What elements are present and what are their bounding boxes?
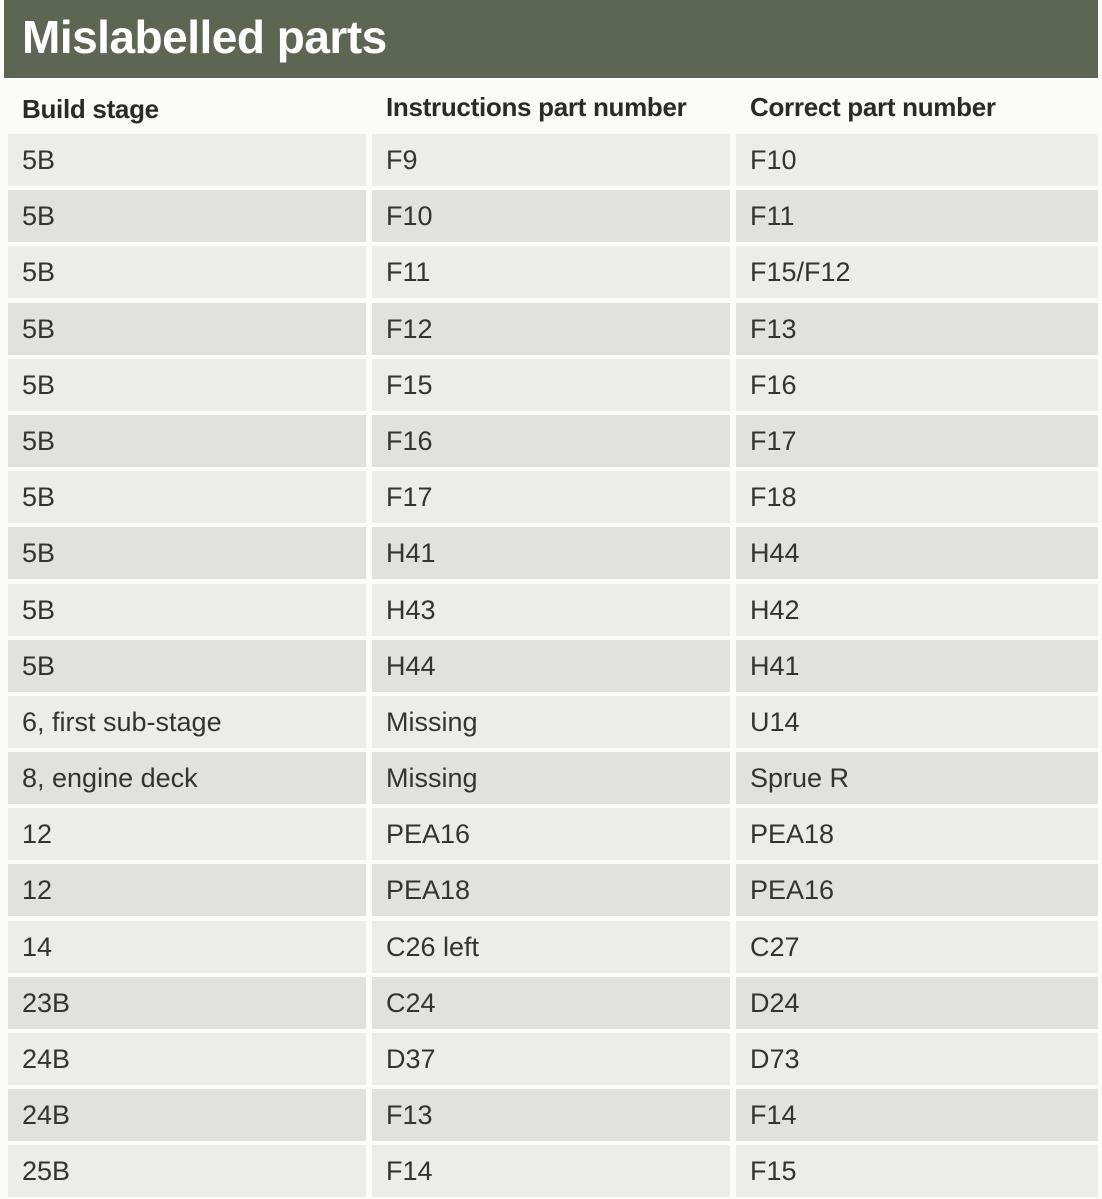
instructions-part-cell: Missing bbox=[372, 696, 730, 748]
instructions-part-cell: PEA18 bbox=[372, 864, 730, 916]
instructions-part-cell: F10 bbox=[372, 190, 730, 242]
instructions-part-cell: F15 bbox=[372, 359, 730, 411]
correct-part-cell: PEA18 bbox=[736, 808, 1098, 860]
instructions-part-cell: Missing bbox=[372, 752, 730, 804]
build-stage-cell: 5B bbox=[8, 584, 366, 636]
header-instructions-part-number: Instructions part number bbox=[386, 92, 687, 122]
correct-part-cell: F17 bbox=[736, 415, 1098, 467]
correct-part-cell: C27 bbox=[736, 921, 1098, 973]
correct-part-cell: F18 bbox=[736, 471, 1098, 523]
build-stage-cell: 5B bbox=[8, 527, 366, 579]
build-stage-cell: 5B bbox=[8, 303, 366, 355]
correct-part-cell: F10 bbox=[736, 134, 1098, 186]
correct-part-cell: Sprue R bbox=[736, 752, 1098, 804]
correct-part-cell: D24 bbox=[736, 977, 1098, 1029]
correct-part-cell: D73 bbox=[736, 1033, 1098, 1085]
correct-part-cell: F14 bbox=[736, 1089, 1098, 1141]
instructions-part-cell: F9 bbox=[372, 134, 730, 186]
build-stage-cell: 5B bbox=[8, 246, 366, 298]
build-stage-cell: 5B bbox=[8, 640, 366, 692]
table-row bbox=[8, 415, 1098, 471]
instructions-part-cell: F13 bbox=[372, 1089, 730, 1141]
title-bar bbox=[4, 0, 1098, 78]
instructions-part-cell: H44 bbox=[372, 640, 730, 692]
table-row bbox=[8, 303, 1098, 359]
correct-part-cell: PEA16 bbox=[736, 864, 1098, 916]
instructions-part-cell: C26 left bbox=[372, 921, 730, 973]
build-stage-cell: 5B bbox=[8, 190, 366, 242]
correct-part-cell: F13 bbox=[736, 303, 1098, 355]
table-row bbox=[8, 808, 1098, 864]
build-stage-cell: 24B bbox=[8, 1033, 366, 1085]
table-row bbox=[8, 134, 1098, 190]
correct-part-cell: F15/F12 bbox=[736, 246, 1098, 298]
table-row bbox=[8, 864, 1098, 920]
table-row bbox=[8, 1033, 1098, 1089]
instructions-part-cell: H43 bbox=[372, 584, 730, 636]
instructions-part-cell: F16 bbox=[372, 415, 730, 467]
table-row bbox=[8, 1089, 1098, 1145]
header-correct-part-number: Correct part number bbox=[750, 92, 996, 122]
correct-part-cell: H41 bbox=[736, 640, 1098, 692]
table-body bbox=[8, 134, 1098, 1199]
table-row bbox=[8, 246, 1098, 302]
table-row bbox=[8, 359, 1098, 415]
build-stage-cell: 5B bbox=[8, 359, 366, 411]
correct-part-cell: F15 bbox=[736, 1145, 1098, 1197]
build-stage-cell: 12 bbox=[8, 808, 366, 860]
table-row bbox=[8, 190, 1098, 246]
table-row bbox=[8, 1145, 1098, 1199]
table-row bbox=[8, 471, 1098, 527]
correct-part-cell: H42 bbox=[736, 584, 1098, 636]
instructions-part-cell: F14 bbox=[372, 1145, 730, 1197]
instructions-part-cell: D37 bbox=[372, 1033, 730, 1085]
instructions-part-cell: PEA16 bbox=[372, 808, 730, 860]
instructions-part-cell: H41 bbox=[372, 527, 730, 579]
table-row bbox=[8, 752, 1098, 808]
table-row bbox=[8, 977, 1098, 1033]
build-stage-cell: 25B bbox=[8, 1145, 366, 1197]
table-row bbox=[8, 584, 1098, 640]
table-row bbox=[8, 640, 1098, 696]
instructions-part-cell: F12 bbox=[372, 303, 730, 355]
build-stage-cell: 23B bbox=[8, 977, 366, 1029]
build-stage-cell: 12 bbox=[8, 864, 366, 916]
instructions-part-cell: C24 bbox=[372, 977, 730, 1029]
instructions-part-cell: F11 bbox=[372, 246, 730, 298]
correct-part-cell: F11 bbox=[736, 190, 1098, 242]
instructions-part-cell: F17 bbox=[372, 471, 730, 523]
correct-part-cell: U14 bbox=[736, 696, 1098, 748]
build-stage-cell: 8, engine deck bbox=[8, 752, 366, 804]
table-row bbox=[8, 696, 1098, 752]
build-stage-cell: 5B bbox=[8, 415, 366, 467]
build-stage-cell: 5B bbox=[8, 134, 366, 186]
build-stage-cell: 6, first sub-stage bbox=[8, 696, 366, 748]
page-title: Mislabelled parts bbox=[22, 11, 387, 63]
table-row bbox=[8, 527, 1098, 583]
build-stage-cell: 5B bbox=[8, 471, 366, 523]
header-build-stage: Build stage bbox=[22, 94, 159, 124]
build-stage-cell: 24B bbox=[8, 1089, 366, 1141]
build-stage-cell: 14 bbox=[8, 921, 366, 973]
correct-part-cell: H44 bbox=[736, 527, 1098, 579]
table-row bbox=[8, 921, 1098, 977]
correct-part-cell: F16 bbox=[736, 359, 1098, 411]
table-header bbox=[0, 78, 1102, 132]
